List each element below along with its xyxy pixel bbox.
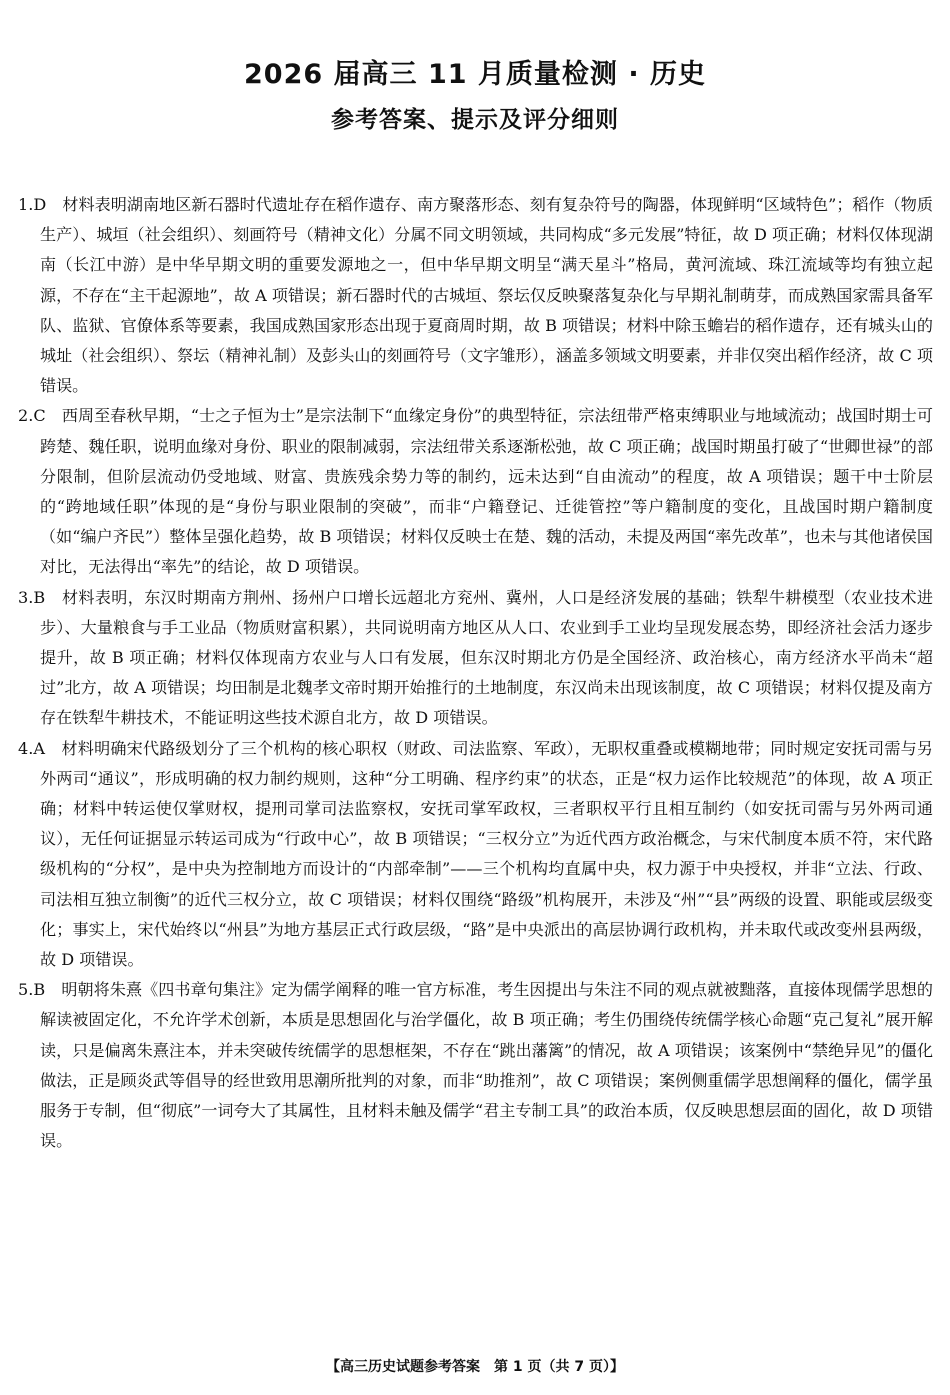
page-footer: 【高三历史试题参考答案 第 1 页（共 7 页）】	[326, 1359, 624, 1375]
answer-explanation: 材料表明湖南地区新石器时代遗址存在稻作遗存、南方聚落形态、刻有复杂符号的陶器，体现鲜明“区域特色”；稻作（物质生产）、城垣（社会组织）、刻画符号（精神文化）分属不同文明领域，共同构成“多元发展”特征，故 D 项正确；材料仅体现湖南（长江中游）是中华早期文明的重要发源地之一，但中华早期文明呈“满天星斗”格局，黄河流域、珠江流域等均有独立起源，不存在“主干起源地”，故 A 项错误；新石器时代的古城垣、祭坛仅反映聚落复杂化与早期礼制萌芽，而成熟国家需具备军队、监狱、官僚体系等要素，我国成熟国家形态出现于夏商周时期，故 B 项错误；材料中除玉蟾岩的稻作遗存，还有城头山的城址（社会组织）、祭坛（精神礼制）及彭头山的刻画符号（文字雏形），涵盖多领域文明要素，并非仅突出稻作经济，故 C 项错误。	[40, 195, 933, 396]
answer-item-3	[18, 583, 933, 734]
answer-item-1	[18, 190, 933, 401]
answer-explanation: 西周至春秋早期，“士之子恒为士”是宗法制下“血缘定身份”的典型特征，宗法纽带严格束缚职业与地域流动；战国时期士可跨楚、魏任职，说明血缘对身份、职业的限制减弱，宗法纽带关系逐渐松弛，故 C 项正确；战国时期虽打破了“世卿世禄”的部分限制，但阶层流动仍受地域、财富、贵族残余势力等的制约，远未达到“自由流动”的程度，故 A 项错误；题干中士阶层的“跨地域任职”体现的是“身份与职业限制的突破”，而非“户籍登记、迁徙管控”等户籍制度的变化，且战国时期户籍制度（如“编户齐民”）整体呈强化趋势，故 B 项错误；材料仅反映士在楚、魏的活动，未提及两国“率先改革”，也未与其他诸侯国对比，无法得出“率先”的结论，故 D 项错误。	[40, 406, 933, 577]
answer-number: 1.D	[18, 195, 47, 214]
answer-number: 5.B	[18, 980, 46, 1000]
page-subtitle: 参考答案、提示及评分细则	[331, 107, 619, 133]
page-title: 2026 届高三 11 月质量检测 · 历史	[244, 59, 706, 90]
answer-explanation: 材料表明，东汉时期南方荆州、扬州户口增长远超北方兖州、冀州，人口是经济发展的基础；铁犁牛耕模型（农业技术进步）、大量粮食与手工业品（物质财富积累），共同说明南方地区从人口、农业到手工业均呈现发展态势，即经济社会活力逐步提升，故 B 项正确；材料仅体现南方农业与人口有发展，但东汉时期北方仍是全国经济、政治核心，南方经济水平尚未“超过”北方，故 A 项错误；均田制是北魏孝文帝时期开始推行的土地制度，东汉尚未出现该制度，故 C 项错误；材料仅提及南方存在铁犁牛耕技术，不能证明这些技术源自北方，故 D 项错误。	[40, 587, 934, 728]
answer-item-2	[18, 401, 933, 582]
answer-list	[18, 190, 933, 1157]
answer-number: 2.C	[18, 406, 46, 426]
answer-item-5	[18, 975, 933, 1156]
answer-explanation: 材料明确宋代路级划分了三个机构的核心职权（财政、司法监察、军政），无职权重叠或模糊地带；同时规定安抚司需与另外两司“通议”，形成明确的权力制约规则，这种“分工明确、程序约束”的状态，正是“权力运作比较规范”的体现，故 A 项正确；材料中转运使仅掌财权，提刑司掌司法监察权，安抚司掌军政权，三者职权平行且相互制约（如安抚司需与另外两司通议），无任何证据显示转运司成为“行政中心”，故 B 项错误；“三权分立”为近代西方政治概念，与宋代制度本质不符，宋代路级机构的“分权”，是中央为控制地方而设计的“内部牵制”——三个机构均直属中央，权力源于中央授权，并非“立法、行政、司法相互独立制衡”的近代三权分立，故 C 项错误；材料仅围绕“路级”机构展开，未涉及“州”“县”两级的设置、职能或层级变化；事实上，宋代始终以“州县”为地方基层正式行政层级，“路”是中央派出的高层协调行政机构，并未取代或改变州县两级，故 D 项错误。	[40, 738, 934, 970]
answer-number: 4.A	[18, 738, 45, 758]
answer-number: 3.B	[18, 587, 46, 607]
answer-explanation: 明朝将朱熹《四书章句集注》定为儒学阐释的唯一官方标准，考生因提出与朱注不同的观点就被黜落，直接体现儒学思想的解读被固定化，不允许学术创新，本质是思想固化与治学僵化，故 B 项正确；考生仍围绕传统儒学核心命题“克己复礼”展开解读，只是偏离朱熹注本，并未突破传统儒学的思想框架，不存在“跳出藩篱”的情况，故 A 项错误；该案例中“禁绝异见”的僵化做法，正是顾炎武等倡导的经世致用思潮所批判的对象，而非“助推剂”，故 C 项错误；案例侧重儒学思想阐释的僵化，儒学虽服务于专制，但“彻底”一词夸大了其属性，且材料未触及儒学“君主专制工具”的政治本质，仅反映思想层面的固化，故 D 项错误。	[40, 980, 934, 1151]
answer-item-4	[18, 734, 933, 976]
